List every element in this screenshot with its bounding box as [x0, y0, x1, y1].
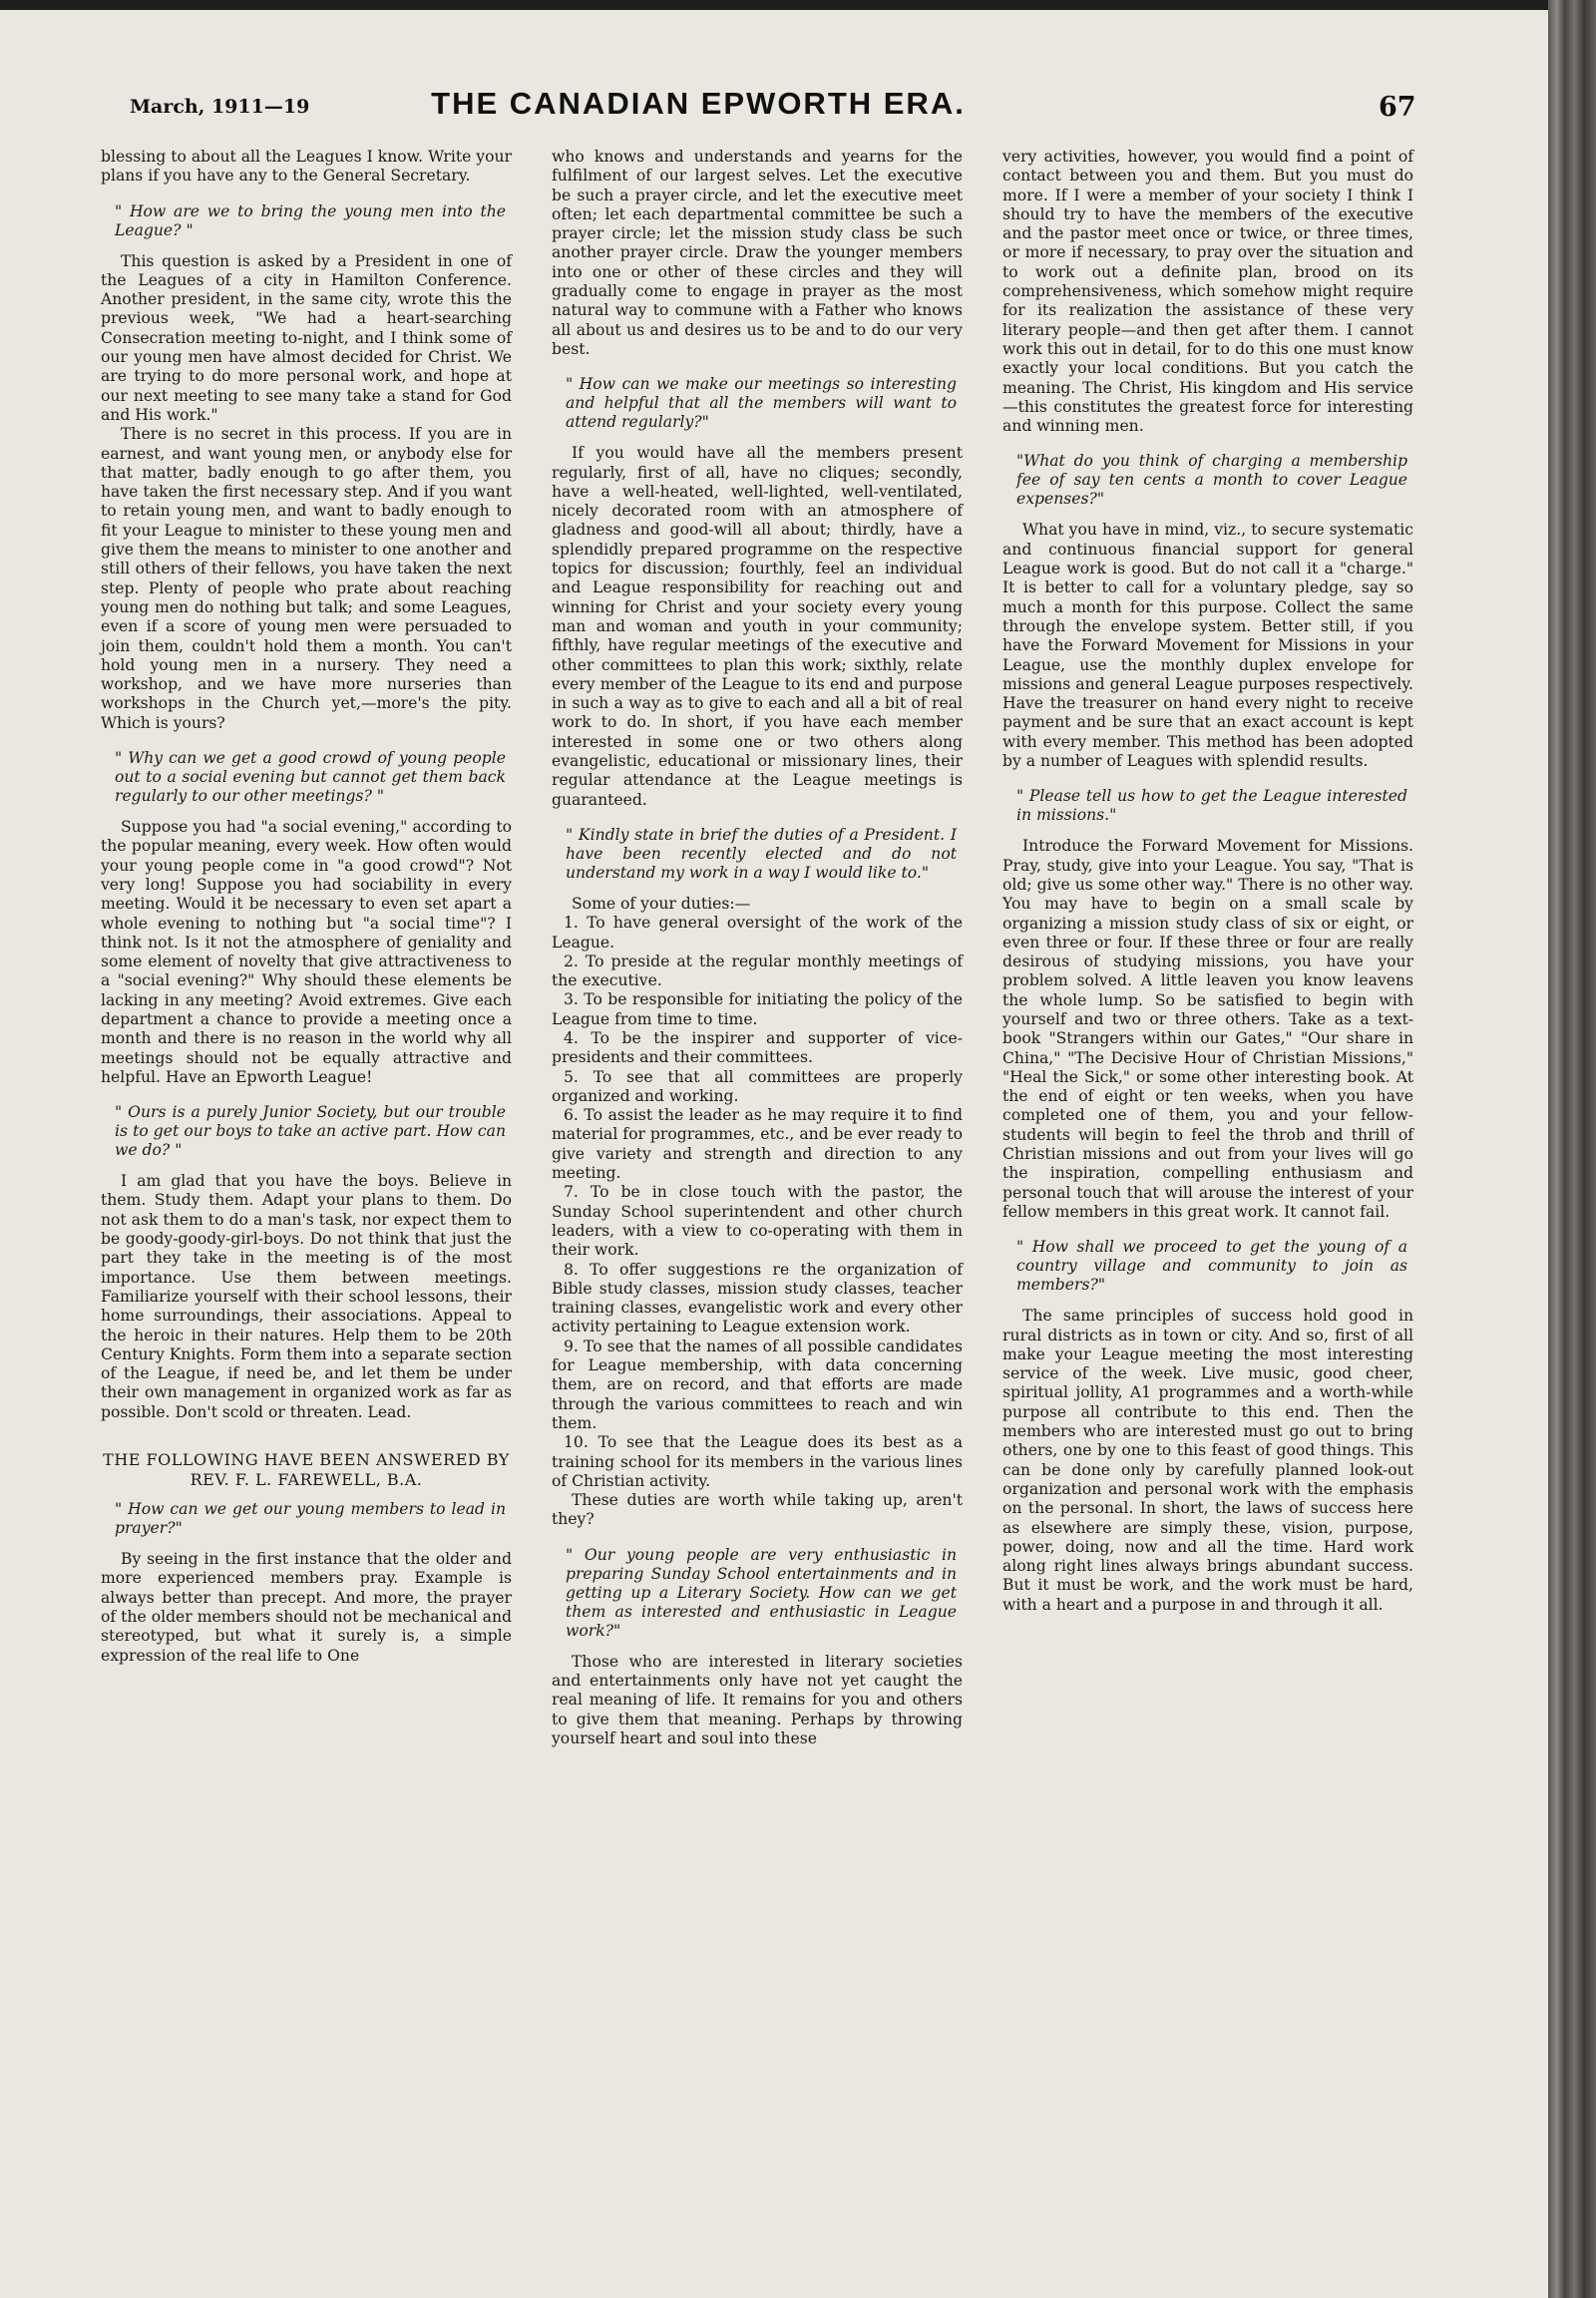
paragraph: blessing to about all the Leagues I know. Write your plans if you have any to the General Secretary.	[101, 148, 512, 186]
question: " How shall we proceed to get the young of a country village and community to join as members?"	[1016, 1238, 1407, 1295]
section-heading: THE FOLLOWING HAVE BEEN ANSWERED BY REV. F. L. FAREWELL, B.A.	[103, 1450, 510, 1490]
paragraph: This question is asked by a President in one of the Leagues of a city in Hamilton Conference. Another president, in the same city, wrote this the previous week, "We had a heart-searching Consecration meeting to-night, and I think some of our young men have almost decided for Christ. We are trying to do more personal work, and hope at our next meeting to see many take a stand for God and His work."	[101, 251, 512, 424]
duty-item: 2. To preside at the regular monthly meetings of the executive.	[552, 952, 963, 990]
paragraph: I am glad that you have the boys. Believe in them. Study them. Adapt your plans to them. Do not ask them to do a man's task, nor expect them to be goody-goody-girl-boys. Do not think that just the part they take in the meeting is of the most importance. Use them between meetings. Familiarize yourself with their school lessons, their home surroundings, their associations. Appeal to the heroic in their natures. Help them to be 20th Century Knights. Form them into a separate section of the League, if need be, and let them be under their own management in organized work as far as possible. Don't scold or threaten. Lead.	[101, 1172, 512, 1421]
duty-item: 10. To see that the League does its best as a training school for its members in the various lines of Christian activity.	[552, 1433, 963, 1490]
duty-item: 6. To assist the leader as he may require it to find material for programmes, etc., and be ever ready to give variety and strength and direction to any meeting.	[552, 1106, 963, 1183]
column-1	[101, 148, 512, 1666]
issue-date: March, 1911—19	[130, 96, 310, 118]
question: " Please tell us how to get the League interested in missions."	[1016, 787, 1407, 825]
question: " How can we get our young members to lead in prayer?"	[115, 1500, 506, 1538]
question: " How are we to bring the young men into the League? "	[115, 201, 506, 239]
paragraph: Some of your duties:—	[572, 894, 751, 913]
question: " Our young people are very enthusiastic in preparing Sunday School entertainments and in getting up a Literary Society. How can we get them as interested and enthusiastic in League work?"	[566, 1545, 957, 1640]
paragraph: By seeing in the first instance that the older and more experienced members pray. Example is always better than precept. And more, the prayer of the older members should not be mechanical and stereotyped, but what it surely is, a simple expression of the real life to One	[101, 1550, 512, 1665]
paragraph: Suppose you had "a social evening," according to the popular meaning, every week. How often would your young people come in "a good crowd"? Not very long! Suppose you had sociability in every meeting. Would it be necessary to even set apart a whole evening to nothing but "a social time"? I think not. Is it not the atmosphere of geniality and some element of novelty that give attractiveness to a "social evening?" Why should these elements be lacking in any meeting? Avoid extremes. Give each department a chance to provide a meeting once a month and there is no reason in the world why all meetings should not be equally attractive and helpful. Have an Epworth League!	[101, 818, 512, 1086]
publication-title: THE CANADIAN EPWORTH ERA.	[431, 86, 966, 121]
paragraph: Introduce the Forward Movement for Missions. Pray, study, give into your League. You say, "That is old; give us some other way." There is no other way. You may have to begin on a small scale by organizing a mission study class of six or eight, or even three or four. If these three or four are really desirous of studying missions, you have your problem solved. A little leaven you know leavens the whole lump. So be satisfied to begin with yourself and two or three others. Take as a text-book "Strangers within our Gates," "Our share in China," "The Decisive Hour of Christian Missions," "Heal the Sick," or some other interesting book. At the end of eight or ten weeks, when you have completed one of them, you and your fellow-students will begin to feel the throb and thrill of Christian missions and out from your lives will go the inspiration, compelling enthusiasm and personal touch that will arouse the interest of your fellow members in this great work. It cannot fail.	[1002, 837, 1413, 1221]
duty-item: 9. To see that the names of all possible candidates for League membership, with data concerning them, are on record, and that efforts are made through the various committees to reach and win them.	[552, 1337, 963, 1432]
top-edge	[0, 0, 1596, 10]
paragraph: very activities, however, you would find a point of contact between you and them. But you must do more. If I were a member of your society I think I should try to have the members of the executive and the pastor meet once or twice, or three times, or more if necessary, to pray over the situation and to work out a definite plan, brood on its comprehensiveness, which somehow might require for its realization the assistance of these very literary people—and then get after them. I cannot work this out in detail, for to do this one must know exactly your local conditions. But you catch the meaning. The Christ, His kingdom and His service—this constitutes the greatest force for interesting and winning men.	[1002, 148, 1413, 436]
question: " Why can we get a good crowd of young people out to a social evening but cannot get them back regularly to our other meetings? "	[115, 749, 506, 806]
duty-item: 5. To see that all committees are properly organized and working.	[552, 1067, 963, 1105]
paragraph: There is no secret in this process. If you are in earnest, and want young men, or anybody else for that matter, badly enough to go after them, you have taken the first necessary step. And if you want to retain young men, and want to badly enough to fit your League to minister to these young men and give them the means to minister to one another and still others of their fellows, you have taken the next step. Plenty of people who prate about reaching young men do nothing but talk; and some Leagues, even if a score of young men were persuaded to join them, couldn't hold them a month. You can't hold young men in a nursery. They need a workshop, and we have more nurseries than workshops in the Church yet,—more's the pity. Which is yours?	[101, 425, 512, 732]
question: "What do you think of charging a membership fee of say ten cents a month to cover League expenses?"	[1016, 452, 1407, 509]
paragraph: Those who are interested in literary societies and entertainments only have not yet caught the real meaning of life. It remains for you and others to give them that meaning. Perhaps by throwing yourself heart and soul into these	[552, 1652, 963, 1747]
column-3	[1002, 148, 1413, 1615]
paragraph: who knows and understands and yearns for the fulfilment of our largest selves. Let the executive be such a prayer circle, and let the executive meet often; let each departmental committee be such a prayer circle; let the mission study class be such another prayer circle. Draw the younger members into one or other of these circles and they will gradually come to engage in prayer as the most natural way to commune with a Father who knows all about us and desires us to be and to do our very best.	[552, 148, 963, 358]
duty-item: 4. To be the inspirer and supporter of vice-presidents and their committees.	[552, 1028, 963, 1067]
paragraph: What you have in mind, viz., to secure systematic and continuous financial support for general League work is good. But do not call it a "charge." It is better to call for a voluntary pledge, say so much a month for this purpose. Collect the same through the envelope system. Better still, if you have the Forward Movement for Missions in your League, use the monthly duplex envelope for missions and general League purposes respectively. Have the treasurer on hand every night to receive payment and be sure that an exact account is kept with every member. This method has been adopted by a number of Leagues with splendid results.	[1002, 521, 1413, 771]
duty-item: 8. To offer suggestions re the organization of Bible study classes, mission study classes, teacher training classes, evangelistic work and every other activity pertaining to League extension work.	[552, 1260, 963, 1337]
duty-item: 1. To have general oversight of the work of the League.	[552, 914, 963, 952]
question: " Kindly state in brief the duties of a President. I have been recently elected and do not understand my work in a way I would like to."	[566, 825, 957, 882]
duty-item: 7. To be in close touch with the pastor, the Sunday School superintendent and other church leaders, with a view to co-operating with them in their work.	[552, 1183, 963, 1260]
column-2	[552, 148, 963, 1748]
question: " How can we make our meetings so interesting and helpful that all the members will want to attend regularly?"	[566, 375, 957, 432]
page-number: 67	[1379, 92, 1416, 123]
paragraph: The same principles of success hold good in rural districts as in town or city. And so, first of all make your League meeting the most interesting service of the week. Live music, good cheer, spiritual jollity, A1 programmes and a worth-while purpose all contribute to this end. Then the members who are interested must go out to bring others, one by one to this feast of good things. This can be done only by carefully planned look-out organization and personal work with the emphasis on the personal. In short, the laws of success here as elsewhere are simply these, vision, purpose, power, doing, now and all the time. Hard work along right lines always brings abundant success. But it must be work, and the work must be hard, with a heart and a purpose in and through it all.	[1002, 1307, 1413, 1614]
question: " Ours is a purely Junior Society, but our trouble is to get our boys to take an active part. How can we do? "	[115, 1103, 506, 1160]
paragraph: If you would have all the members present regularly, first of all, have no cliques; secondly, have a well-heated, well-lighted, well-ventilated, nicely decorated room with an atmosphere of gladness and good-will all about; thirdly, have a splendidly prepared programme on the respective topics for discussion; fourthly, feel an individual and League responsibility for reaching out and winning for Christ and your society every young man and woman and youth in your community; fifthly, have regular meetings of the executive and other committees to plan this work; sixthly, relate every member of the League to its end and purpose in such a way as to give to each and all a bit of real work to do. In short, if you have each member interested in some one or two others along evangelistic, educational or missionary lines, their regular attendance at the League meetings is guaranteed.	[552, 444, 963, 809]
paragraph: These duties are worth while taking up, aren't they?	[552, 1491, 963, 1529]
duty-item: 3. To be responsible for initiating the policy of the League from time to time.	[552, 990, 963, 1028]
book-binding-edge	[1548, 0, 1596, 2298]
